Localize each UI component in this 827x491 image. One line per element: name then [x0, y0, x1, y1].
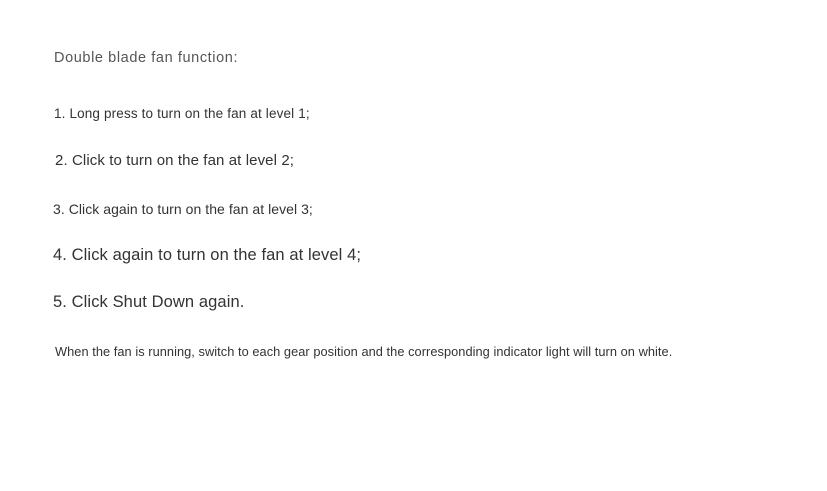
- footnote-text: When the fan is running, switch to each gear position and the corresponding indicator light will turn on white.: [55, 344, 673, 359]
- instruction-step-3: 3. Click again to turn on the fan at level 3;: [53, 201, 313, 217]
- instruction-step-1: 1. Long press to turn on the fan at level 1;: [54, 106, 310, 121]
- instruction-step-5: 5. Click Shut Down again.: [53, 293, 245, 311]
- instruction-step-4: 4. Click again to turn on the fan at level 4;: [53, 246, 362, 264]
- page-title: Double blade fan function:: [54, 50, 239, 66]
- instruction-step-2: 2. Click to turn on the fan at level 2;: [55, 152, 295, 169]
